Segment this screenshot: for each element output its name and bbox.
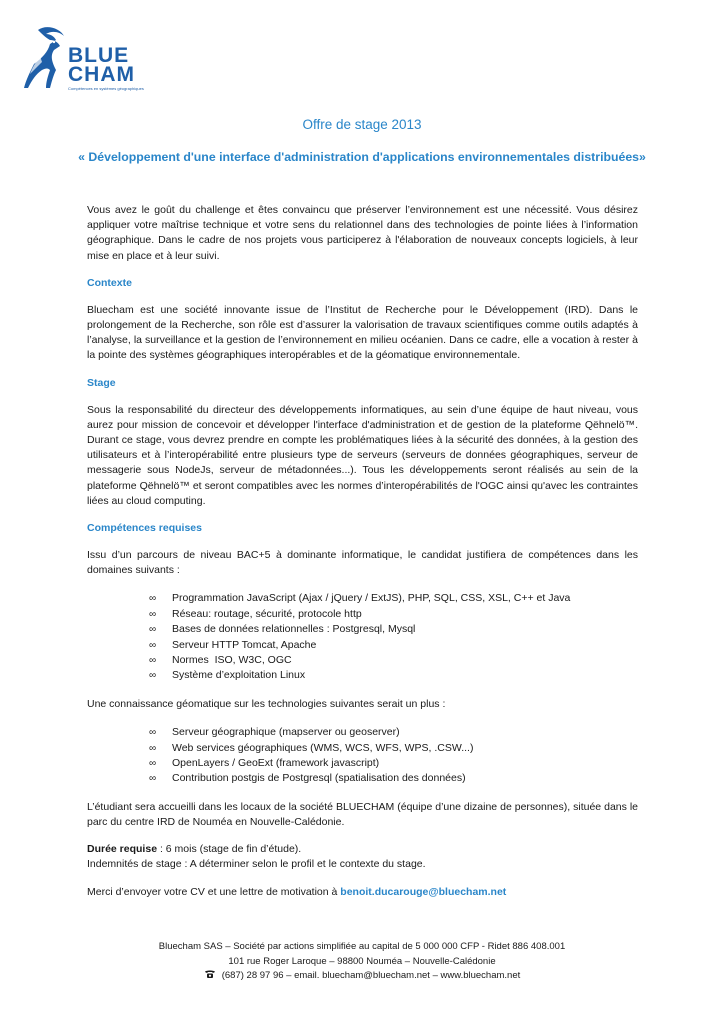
list-item: ∞ Normes ISO, W3C, OGC: [149, 653, 638, 668]
competences-intro: Issu d’un parcours de niveau BAC+5 à dominante informatique, le candidat justifiera de compétences dans les domaines suivants :: [87, 549, 638, 577]
page-footer: [0, 940, 724, 984]
intro-paragraph: Vous avez le goût du challenge et êtes convaincu que préserver l’environnement est une nécessité. Vous désirez appliquer votre maîtrise technique et votre sens du relationnel dans des technologies de pointe liées à l’information géographique. Dans le cadre de nos projets vous participerez à l'élaboration de nouveaux concepts logiciels, à leur mise en place et à leur suivi.: [87, 204, 638, 262]
logo-wordmark: [68, 46, 135, 84]
contact-line: [87, 885, 638, 900]
bullet-icon: ∞: [149, 742, 157, 754]
list-item: ∞ Serveur géographique (mapserver ou geoserver): [149, 725, 638, 740]
contact-email-link[interactable]: benoit.ducarouge@bluecham.net: [340, 885, 507, 898]
plus-intro: Une connaissance géomatique sur les technologies suivantes serait un plus :: [87, 697, 446, 710]
bullet-icon: ∞: [149, 624, 157, 636]
list-item: ∞ Réseau: routage, sécurité, protocole http: [149, 607, 638, 622]
bullet-icon: ∞: [149, 757, 157, 769]
bullet-icon: ∞: [149, 639, 157, 651]
logo-line-1: BLUE: [68, 44, 130, 67]
section-heading-stage: Stage: [87, 376, 116, 389]
page-title: Offre de stage 2013: [302, 117, 422, 132]
list-item: ∞ Système d’exploitation Linux: [149, 668, 638, 683]
indemnites-line: Indemnités de stage : A déterminer selon le profil et le contexte du stage.: [87, 858, 426, 871]
logo-line-2: CHAM: [68, 63, 135, 86]
bullet-icon: ∞: [149, 773, 157, 785]
telephone-icon: [204, 969, 216, 979]
plus-list: [87, 725, 638, 787]
footer-contact-line: (687) 28 97 96 – email. bluecham@bluecham.net – www.bluecham.net: [0, 969, 724, 984]
accueil-paragraph: L’étudiant sera accueilli dans les locaux de la société BLUECHAM (équipe d’une dizaine de personnes), située dans le parc du centre IRD de Nouméa en Nouvelle-Calédonie.: [87, 800, 638, 828]
footer-company-line: Bluecham SAS – Société par actions simplifiée au capital de 5 000 000 CFP - Ridet 886 408.001: [158, 941, 566, 952]
main-content: [87, 203, 638, 900]
list-item: ∞ Serveur HTTP Tomcat, Apache: [149, 638, 638, 653]
bullet-icon: ∞: [149, 670, 157, 682]
list-item: ∞ Programmation JavaScript (Ajax / jQuery / ExtJS), PHP, SQL, CSS, XSL, C++ et Java: [149, 591, 638, 606]
duree-value: : 6 mois (stage de fin d’étude).: [157, 843, 302, 856]
stage-paragraph: Sous la responsabilité du directeur des développements informatiques, au sein d’une équipe de haut niveau, vous aurez pour mission de concevoir et développer l'interface d'administration et de gestion de la plateforme Qëhnelö™. Durant ce stage, vous devrez prendre en compte les problématiques liées à la sécurité des données, à la gestion des utilisateurs et à l’interopérabilité entre plusieurs type de serveurs (serveurs de données géographiques, serveur de messagerie sous NodeJs, serveur de métadonnées...). Tous les développements seront réalisés au sein de la plateforme Qëhnelö™ et seront compatibles avec les normes d’interopérabilités de l'OGC ainsi qu'avec les contraintes liées au cloud computing.: [87, 403, 638, 507]
logo-tagline: Compétences en systèmes géographiques: [68, 86, 144, 91]
section-heading-contexte: Contexte: [87, 276, 132, 289]
list-item: ∞ Contribution postgis de Postgresql (spatialisation des données): [149, 771, 638, 786]
bullet-icon: ∞: [149, 655, 157, 667]
competences-list: [87, 591, 638, 683]
bullet-icon: ∞: [149, 593, 157, 605]
bullet-icon: ∞: [149, 608, 157, 620]
list-item: ∞ OpenLayers / GeoExt (framework javascript): [149, 756, 638, 771]
duree-line: [87, 842, 638, 857]
contexte-paragraph: Bluecham est une société innovante issue de l’Institut de Recherche pour le Développement (IRD). Dans le prolongement de la Recherche, son rôle est d’assurer la valorisation de travaux scientifiques comme outils adaptés à l’analyse, la surveillance et la gestion de l’environnement en milieu océanien. Dans ce cadre, elle a vocation à rester à la pointe des systèmes géographiques interopérables et de la géomatique environnementale.: [87, 303, 638, 362]
page-subtitle: « Développement d'une interface d'administration d'applications environnementales distribuées»: [78, 150, 646, 164]
bullet-icon: ∞: [149, 727, 157, 739]
duree-label: Durée requise: [87, 843, 158, 856]
list-item: ∞ Web services géographiques (WMS, WCS, WFS, WPS, .CSW...): [149, 741, 638, 756]
contact-text: Merci d’envoyer votre CV et une lettre de motivation à: [87, 885, 341, 898]
footer-address-line: 101 rue Roger Laroque – 98800 Nouméa – Nouvelle-Calédonie: [228, 955, 496, 967]
list-item: ∞ Bases de données relationnelles : Postgresql, Mysql: [149, 622, 638, 637]
bluecham-logo: [20, 22, 144, 92]
section-heading-competences: Compétences requises: [87, 522, 202, 535]
